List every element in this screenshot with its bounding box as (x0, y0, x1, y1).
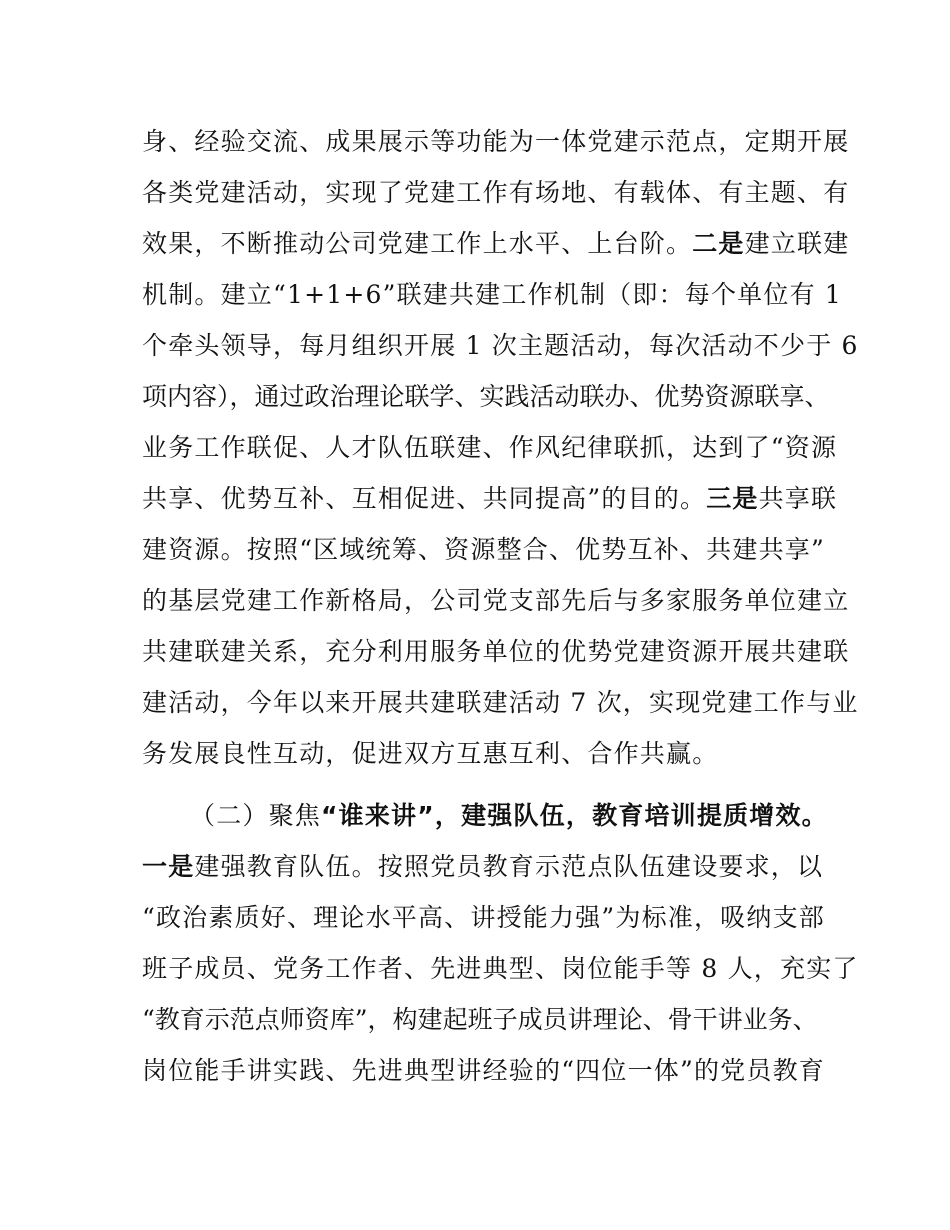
body-line: 共建联建关系，充分利用服务单位的优势党建资源开展共建联 (142, 637, 850, 666)
body-text: 共享、优势互补、互相促进、共同提高”的目的。 (142, 484, 707, 513)
body-text: 建立联建 (744, 229, 850, 258)
item-marker-2: 二是 (692, 229, 745, 258)
heading-prefix: （二）聚焦 (190, 801, 322, 830)
body-text: 共享联 (758, 484, 838, 513)
body-line: 业务工作联促、人才队伍联建、作风纪律联抓，达到了“资源 (142, 433, 838, 462)
body-line: 建资源。按照“区域统筹、资源整合、优势互补、共建共享” (142, 535, 825, 564)
body-line: “教育示范点师资库”，构建起班子成员讲理论、骨干讲业务、 (142, 1005, 818, 1034)
body-line: 身、经验交流、成果展示等功能为一体党建示范点，定期开展 (142, 127, 850, 156)
body-line: 班子成员、党务工作者、先进典型、岗位能手等 8 人，充实了 (142, 954, 859, 983)
body-line: 的基层党建工作新格局，公司党支部先后与多家服务单位建立 (142, 586, 850, 615)
body-line (142, 229, 849, 259)
body-line: 各类党建活动，实现了党建工作有场地、有载体、有主题、有 (142, 178, 850, 207)
body-line: 项内容），通过政治理论联学、实践活动联办、优势资源联享、 (142, 382, 830, 411)
body-text: 效果，不断推动公司党建工作上水平、上台阶。 (142, 229, 693, 258)
body-line (142, 852, 823, 882)
body-line: 机制。建立“1+1+6”联建共建工作机制（即：每个单位有 1 (142, 280, 843, 309)
heading-bold: “谁来讲”，建强队伍，教育培训提质增效。 (321, 801, 828, 830)
body-line: 个牵头领导，每月组织开展 1 次主题活动，每次活动不少于 6 (142, 331, 859, 360)
body-line: 建活动，今年以来开展共建联建活动 7 次，实现党建工作与业 (142, 688, 859, 717)
body-line: “政治素质好、理论水平高、讲授能力强”为标准，吸纳支部 (142, 903, 825, 932)
item-marker-3: 三是 (706, 484, 759, 513)
body-text: 建强教育队伍。按照党员教育示范点队伍建设要求，以 (194, 852, 824, 881)
section-heading (190, 801, 828, 831)
body-line: 岗位能手讲实践、先进典型讲经验的“四位一体”的党员教育 (142, 1056, 825, 1085)
item-marker-1: 一是 (142, 852, 195, 881)
body-line: 务发展良性互动，促进双方互惠互利、合作共赢。 (142, 739, 719, 768)
body-line (142, 484, 837, 514)
